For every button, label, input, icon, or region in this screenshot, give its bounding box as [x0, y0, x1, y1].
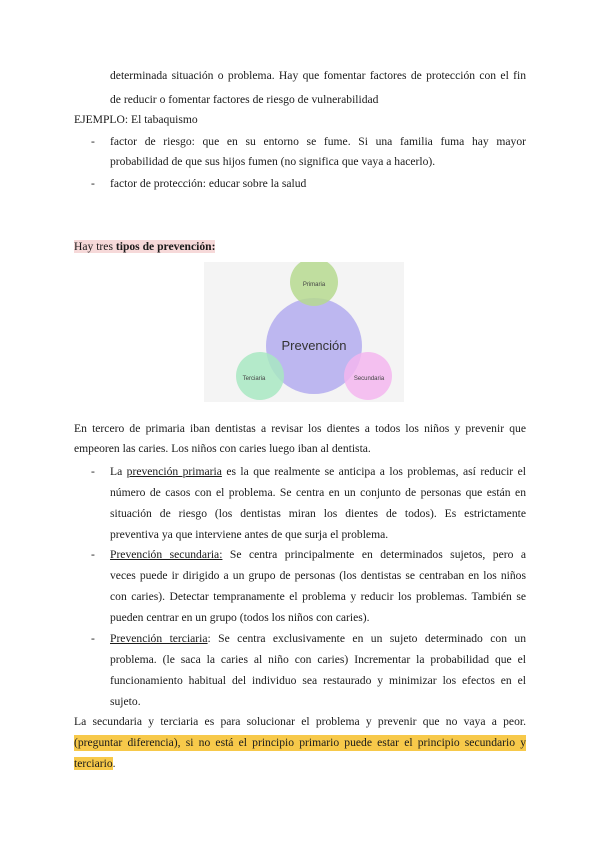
primaria-pre: La [110, 465, 127, 478]
secundaria-term: Prevención secundaria: [110, 548, 223, 561]
primaria-line-1-rest: es la que realmente se anticipa a los problemas, así reducir el [221, 465, 526, 478]
example-item-2: factor de protección: educar sobre la salud [110, 177, 307, 190]
center-label: Prevención [281, 338, 347, 353]
terciaria-label: Terciaria [242, 376, 266, 382]
paragraph-1-line-1: En tercero de primaria iban dentistas a revisar los dientes a todos los niños y prevenir que [74, 422, 526, 435]
secundaria-label: Secundaria [353, 376, 385, 382]
secundaria-line-2: veces puede ir dirigido a un grupo de personas (los dentistas se centraban en los niños [110, 569, 526, 582]
closing-line-2: (preguntar diferencia), si no está el principio primario puede estar el principio secundario y [74, 736, 526, 749]
closing-highlight: terciario [74, 757, 113, 770]
primaria-label: Primaria [302, 282, 326, 288]
bullet-marker: - [91, 177, 95, 190]
bullet-marker: - [91, 465, 95, 478]
example-title: EJEMPLO: El tabaquismo [74, 113, 198, 126]
prevention-diagram [204, 262, 404, 402]
terciaria-line-1 [110, 631, 526, 647]
paragraph-1-line-2: empeoren las caries. Los niños con caries luego iban al dentista. [74, 442, 371, 455]
terciaria-line-3: funcionamiento habitual del individuo sea restaurado y minimizar los efectos en el [110, 674, 526, 687]
example-item-1-line-2: probabilidad de que sus hijos fumen (no significa que vaya a hacerlo). [110, 155, 436, 168]
primaria-line-2: número de casos con el problema. Se centra en un conjunto de personas que están en [110, 486, 526, 499]
intro-line-1: determinada situación o problema. Hay que fomentar factores de protección con el fin [110, 69, 526, 82]
closing-period: . [112, 757, 116, 770]
bullet-marker: - [91, 135, 95, 148]
terciaria-term: Prevención terciaria [110, 632, 208, 645]
secundaria-line-4: pueden centrar en un grupo (todos los niños con caries). [110, 611, 370, 624]
terciaria-line-4: sujeto. [110, 695, 141, 708]
example-item-1-line-1: factor de riesgo: que en su entorno se fume. Si una familia fuma hay mayor [110, 135, 526, 148]
intro-line-2: de reducir o fomentar factores de riesgo de vulnerabilidad [110, 93, 379, 106]
terciaria-line-2: problema. (le saca la caries al niño con caries) Incrementar la probabilidad que el [110, 653, 526, 666]
secundaria-line-1 [110, 547, 526, 563]
closing-line-1: La secundaria y terciaria es para solucionar el problema y prevenir que no vaya a peor. [74, 715, 526, 728]
primaria-term: prevención primaria [126, 465, 222, 478]
bullet-marker: - [91, 632, 95, 645]
primaria-line-3: situación de riesgo (los dentistas miran los dientes de todos). Es estrictamente [110, 507, 526, 520]
primaria-line-1 [110, 464, 526, 480]
types-heading-bold: tipos de prevención: [115, 240, 216, 253]
secundaria-line-3: con caries). Detectar tempranamente el problema y reducir los problemas. También se [110, 590, 526, 603]
primaria-line-4: preventiva ya que interviene antes de que surja el problema. [110, 528, 389, 541]
types-heading [74, 239, 215, 255]
terciaria-line-1-rest: : Se centra exclusivamente en un sujeto determinado con un [207, 632, 526, 645]
bullet-marker: - [91, 548, 95, 561]
closing-line-3 [74, 756, 116, 772]
types-heading-prefix: Hay tres [74, 240, 116, 253]
secundaria-line-1-rest: Se centra principalmente en determinados sujetos, pero a [222, 548, 527, 561]
